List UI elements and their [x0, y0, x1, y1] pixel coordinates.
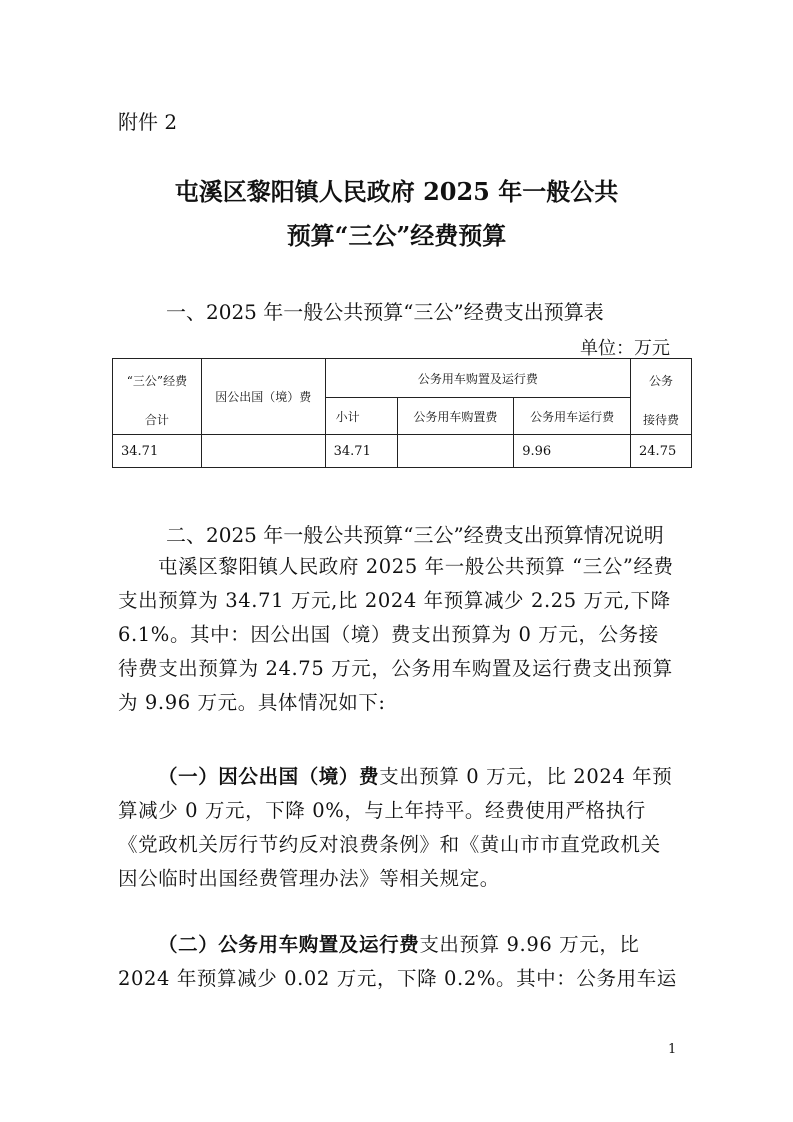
section2-heading: 二、2025 年一般公共预算“三公”经费支出预算情况说明: [166, 523, 664, 547]
item2-paragraph: [118, 928, 678, 996]
header-total-top: “三公”经费: [126, 373, 188, 388]
header-total-cell: [113, 359, 202, 435]
table-row: [113, 435, 692, 468]
item1-text: 支出预算 0 万元，比 2024 年预算减少 0 万元，下降 0%，与上年持平。经费使用严格执行《党政机关厉行节约反对浪费条例》和《黄山市市直党政机关因公临时出国经费管理办法》等相关规定。: [118, 765, 673, 890]
summary-paragraph: 屯溪区黎阳镇人民政府 2025 年一般公共预算 “三公”经费支出预算为 34.71 万元,比 2024 年预算减少 2.25 万元,下降 6.1%。其中：因公出国（境）费支出预算为 0 万元，公务接待费支出预算为 24.75 万元，公务用车购置及运行费支出预算为 9.96 万元。具体情况如下:: [118, 555, 674, 714]
cell-reception: 24.75: [631, 435, 692, 468]
cell-operation: 9.96: [514, 435, 631, 468]
attachment-label: 附件 2: [118, 110, 178, 134]
cell-subtotal: 34.71: [325, 435, 397, 468]
table-header-row-1: [113, 359, 692, 398]
header-reception-cell: [631, 359, 692, 435]
document-title-line1: 屯溪区黎阳镇人民政府 2025 年一般公共: [174, 177, 619, 206]
header-total-bottom: 合计: [144, 412, 169, 427]
header-reception-bottom: 接待费: [643, 412, 680, 427]
cell-abroad: [201, 435, 325, 468]
header-reception-top: 公务: [649, 373, 674, 388]
cell-total: 34.71: [113, 435, 202, 468]
unit-label: 单位：万元: [580, 338, 670, 359]
section1-heading: 一、2025 年一般公共预算“三公”经费支出预算表: [166, 300, 604, 324]
budget-table: [112, 358, 692, 468]
item1-label: （一）因公出国（境）费: [158, 765, 380, 788]
page-number: 1: [668, 1042, 677, 1057]
header-abroad: 因公出国（境）费: [201, 359, 325, 435]
header-operation: 公务用车运行费: [514, 398, 631, 435]
header-subtotal: 小计: [325, 398, 397, 435]
cell-purchase: [397, 435, 514, 468]
header-vehicle-group: 公务用车购置及运行费: [325, 359, 630, 398]
item2-text: 支出预算 9.96 万元，比 2024 年预算减少 0.02 万元，下降 0.2%。其中：公务用车运: [118, 933, 677, 990]
item2-label: （二）公务用车购置及运行费: [158, 933, 420, 956]
document-title-line2: 预算“三公”经费预算: [286, 221, 507, 250]
header-purchase: 公务用车购置费: [397, 398, 514, 435]
item1-paragraph: [118, 760, 678, 896]
